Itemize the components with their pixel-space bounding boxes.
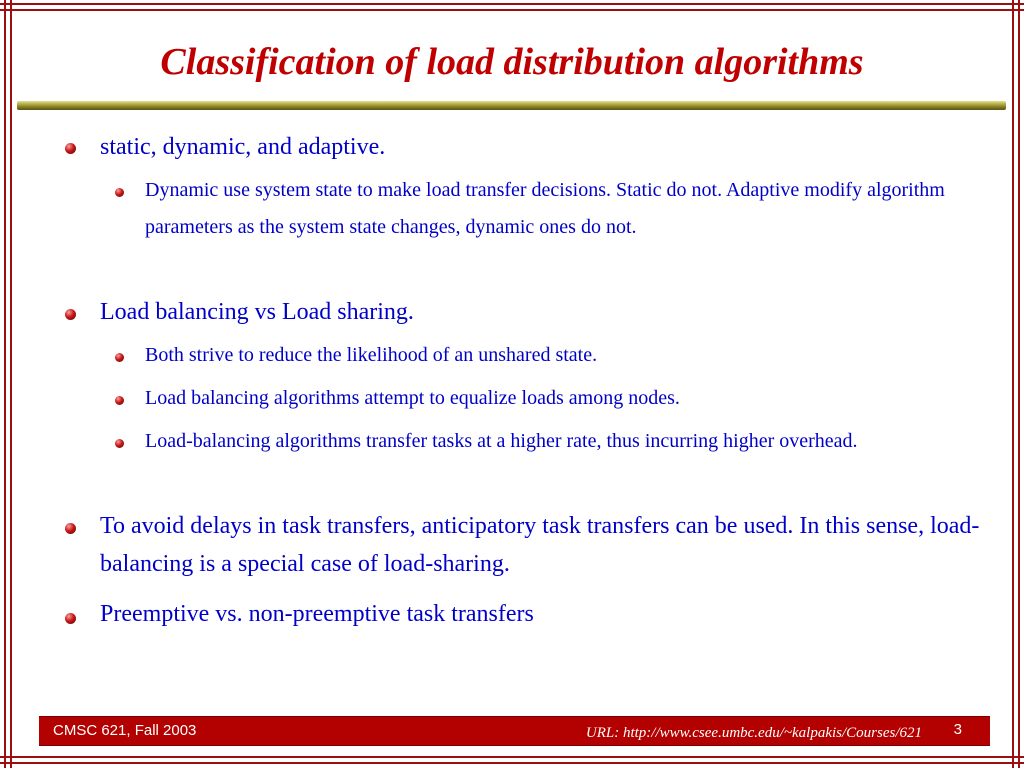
slide-title: Classification of load distribution algorithms xyxy=(160,41,864,83)
bullet-level1-load-balancing-vs-sharing: Load balancing vs Load sharing. xyxy=(100,299,414,325)
bullet-sphere-icon xyxy=(115,396,124,405)
frame-bottom-line-outer xyxy=(0,762,1024,764)
bullet-sphere-icon xyxy=(65,309,76,320)
footer-url-link[interactable]: URL: http://www.csee.umbc.edu/~kalpakis/Courses/621 xyxy=(585,725,922,741)
bullet-sphere-icon xyxy=(115,353,124,362)
bullet-level2-dynamic-static-adaptive: Dynamic use system state to make load transfer decisions. Static do not. Adaptive modify algorithm parameters as the system state changes, dynamic ones do not. xyxy=(145,179,945,238)
bullet-level1-anticipatory-transfers: To avoid delays in task transfers, anticipatory task transfers can be used. In this sense, load-balancing is a special case of load-sharing. xyxy=(100,513,980,577)
bullet-sphere-icon xyxy=(65,523,76,534)
bullet-level1-preemptive: Preemptive vs. non-preemptive task transfers xyxy=(100,601,534,627)
bullet-sphere-icon xyxy=(65,143,76,154)
footer-course-label: CMSC 621, Fall 2003 xyxy=(53,722,197,739)
bullet-level2-unshared-state: Both strive to reduce the likelihood of an unshared state. xyxy=(145,344,598,366)
bullet-level1-static-dynamic-adaptive: static, dynamic, and adaptive. xyxy=(100,134,386,160)
footer-bar xyxy=(39,716,990,746)
frame-bottom-line-inner xyxy=(0,756,1024,758)
footer-page-number: 3 xyxy=(953,721,962,738)
bullet-level2-higher-overhead: Load-balancing algorithms transfer tasks at a higher rate, thus incurring higher overhead. xyxy=(145,430,858,452)
bullet-level2-equalize-loads: Load balancing algorithms attempt to equalize loads among nodes. xyxy=(145,387,680,409)
bullet-sphere-icon xyxy=(115,188,124,197)
bullet-sphere-icon xyxy=(65,613,76,624)
bullet-sphere-icon xyxy=(115,439,124,448)
